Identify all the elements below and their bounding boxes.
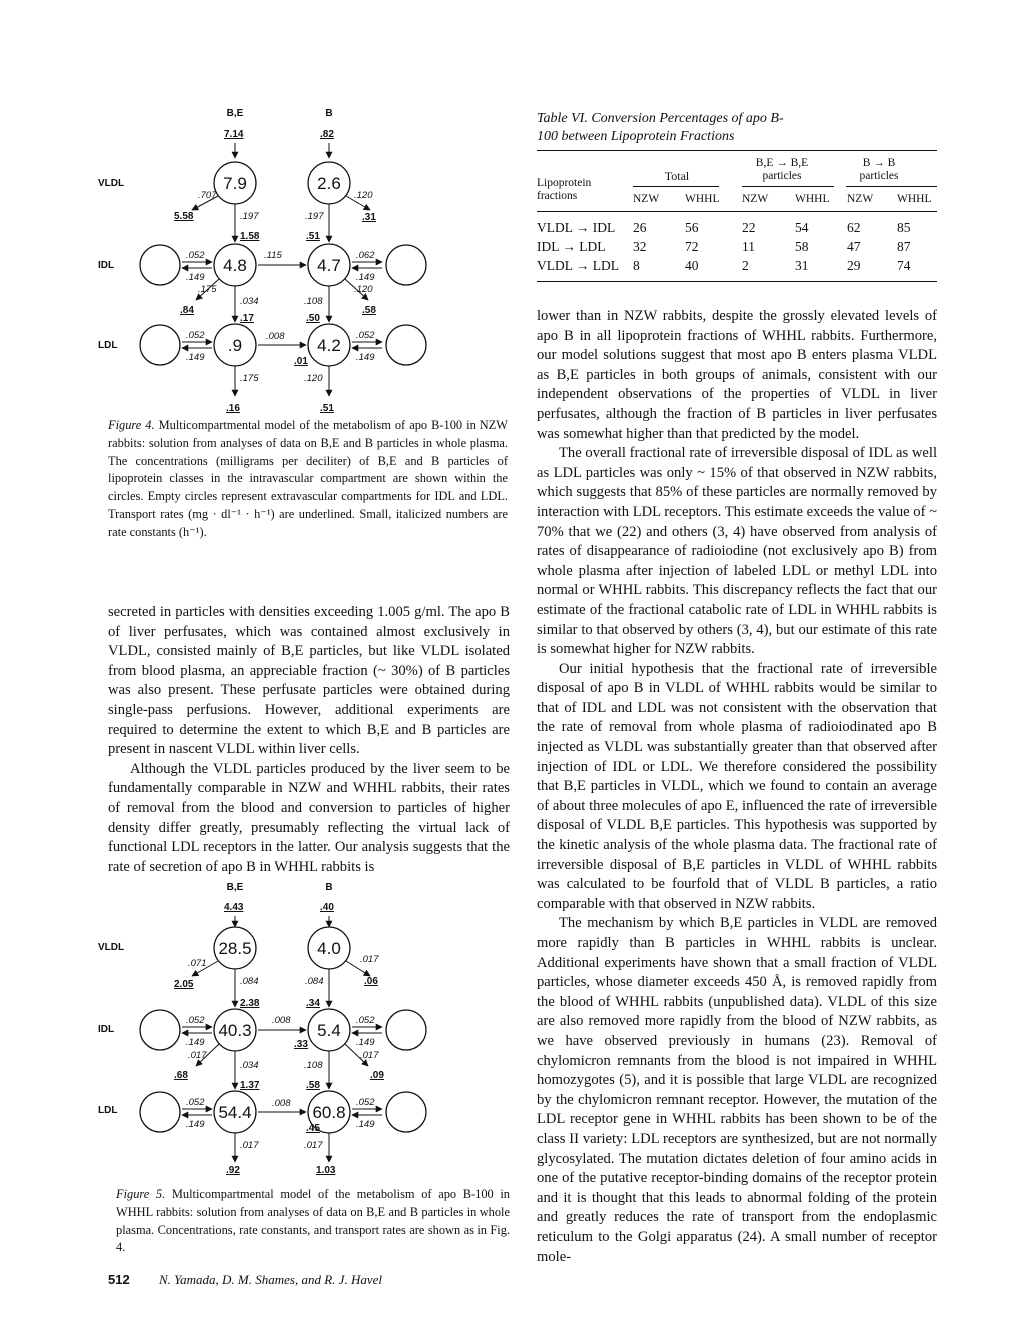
rate-be-ldl-ex-in: .052 [186,330,205,341]
transport-b-idl-in: .33 [294,1039,308,1050]
rate-b-ldl-ex-in: .052 [356,1097,375,1108]
transport-b-vldl-idl: .34 [306,998,320,1009]
extravascular-be-idl [140,245,180,285]
node-value-b-vldl: 2.6 [317,174,341,193]
figure-5-caption-text: Multicompartmental model of the metabolism of apo B-100 in WHHL rabbits: solution from analyses of data on B,E and B particles in whole plasma. Concentrations, rate constants, and transport rates are shown as in Fig. 4. [116,1187,510,1255]
extravascular-b-ldl [386,1092,426,1132]
node-value-b-idl: 5.4 [317,1021,341,1040]
transport-be-idl-ldl: 1.37 [240,1080,260,1091]
rate-b-idl-out: .017 [360,1050,379,1061]
figure-4-diagram [98,98,438,418]
table-cell: 74 [897,257,911,273]
node-value-be-vldl: 7.9 [223,174,247,193]
extravascular-be-idl [140,1010,180,1050]
rate-b-idl-ex-in: .052 [356,1015,375,1026]
col-header-b: B [325,882,333,893]
col-header-be: B,E [226,882,244,893]
figure-5-caption [116,1186,510,1257]
input-rate-be: 4.43 [224,902,244,913]
col-header-be: B,E [226,108,244,119]
transport-b-vldl-out: .06 [364,976,378,987]
rate-be-idl-ex-in: .052 [186,250,205,261]
table-6 [537,150,937,282]
table-cell: 40 [685,257,699,273]
table-cell: 32 [633,238,647,254]
rate-be-vldl-idl: .197 [240,211,259,222]
rate-be-ldl-b: .008 [272,1098,291,1109]
rate-be-ldl-ex-out: .149 [186,1119,205,1130]
table-subheader-whhl-b: WHHL [897,193,932,205]
page-footer [108,1272,382,1288]
row-label-ldl: LDL [98,1105,118,1116]
transport-b-idl-out: .09 [370,1070,384,1081]
transport-be-vldl-idl: 1.58 [240,231,260,242]
transport-be-idl-out: .84 [180,305,194,316]
table-cell: 72 [685,238,699,254]
table-cell: 87 [897,238,911,254]
paragraph: Although the VLDL particles produced by the liver seem to be fundamentally comparable in NZW and WHHL rabbits, their rates of removal from the blood and conversion to particles of higher density differ greatly, presumably reflecting the virtual lack of functional LDL receptors in the latter. Our analysis suggests that the rate of secretion of apo B in WHHL rabbits is [108,760,510,875]
input-rate-b: .82 [320,129,334,140]
table-row-label: IDL → LDL [537,238,606,254]
rate-b-ldl-ex-out: .149 [356,1119,375,1130]
table-row [537,218,911,237]
table-cell: 47 [847,238,861,254]
transport-be-vldl-idl: 2.38 [240,998,260,1009]
paragraph: lower than in NZW rabbits, despite the grossly elevated levels of apo B in all lipoprotein fractions of WHHL rabbits. Furthermore, our model solutions suggest that most apo B enters plasma VLDL as B,E particles in both groups of animals, consistent with our independent observations of the properties of VLDL in liver perfusates, although the fraction of B particles in liver perfusates was somewhat higher than that predicted by the model. [537,308,937,442]
table-cell: 11 [742,238,755,254]
table-cell: 2 [742,257,749,273]
rate-b-ldl-ex-in: .052 [356,330,375,341]
node-value-be-idl: 40.3 [218,1021,252,1040]
figure-4-caption [108,417,508,542]
footer-authors: N. Yamada, D. M. Shames, and R. J. Havel [158,1272,382,1287]
rate-b-idl-ex-out: .149 [356,1037,375,1048]
rate-b-ldl-out: .017 [304,1140,323,1151]
rate-b-idl-ex-out: .149 [356,272,375,283]
row-label-idl: IDL [98,260,115,271]
table-subheader-nzw-total: NZW [633,193,660,205]
table-6-title: Table VI. Conversion Percentages of apo B-100 between Lipoprotein Fractions [537,111,784,144]
rate-be-idl-ldl: .034 [240,296,259,307]
left-column-text [108,603,510,877]
rate-be-idl-b: .115 [264,250,282,261]
rate-b-vldl-idl: .197 [305,211,324,222]
rate-be-ldl-ex-in: .052 [186,1097,205,1108]
table-subheader-nzw-be: NZW [742,193,769,205]
rate-b-vldl-out: .017 [360,954,379,965]
table-cell: 22 [742,219,756,235]
table-subheader-nzw-b: NZW [847,193,874,205]
figure-5 [98,880,438,1180]
input-rate-be: 7.14 [224,129,244,140]
table-cell: 85 [897,219,911,235]
table-cell: 29 [847,257,861,273]
figure-4-caption-text: Multicompartmental model of the metabolism of apo B-100 in NZW rabbits: solution from analyses of data on B,E and B particles in whole plasma. The concentrations (milligrams per deciliter) of B,E and B particles of lipoprotein classes in the intravascular compartment are shown within the circles. Empty circles represent extravascular compartments for IDL and LDL. Transport rates (mg · dl⁻¹ · h⁻¹) are underlined. Small, italicized numbers are rate constants (h⁻¹). [108,418,509,539]
transport-b-ldl-out: .51 [320,403,334,414]
table-cell: 31 [795,257,809,273]
transport-b-idl-ldl: .50 [306,313,320,324]
input-rate-b: .40 [320,902,334,913]
rate-b-idl-ex-in: .062 [356,250,375,261]
table-group-be: B,E → B,E particles [755,157,809,182]
transport-b-ldl-in: .45 [306,1123,320,1134]
table-cell: 62 [847,219,861,235]
table-row [537,256,911,275]
rate-b-idl-ldl: .108 [304,1060,323,1071]
table-subheader-whhl-be: WHHL [795,193,830,205]
row-label-vldl: VLDL [98,942,125,953]
row-label-idl: IDL [98,1024,115,1035]
rate-be-ldl-b: .008 [266,331,285,342]
rate-b-ldl-out: .120 [304,373,323,384]
table-row [537,237,911,256]
transport-be-idl-ldl: .17 [240,313,254,324]
rate-be-idl-ex-out: .149 [186,272,205,283]
figure-4-label: Figure 4. [108,418,155,432]
node-value-b-ldl: 4.2 [317,336,341,355]
transport-be-ldl-out: .92 [226,1165,240,1176]
col-header-b: B [325,108,333,119]
table-6-body [537,218,911,275]
table-cell: 8 [633,257,640,273]
paragraph: The mechanism by which B,E particles in VLDL are removed more rapidly than B particles in WHHL rabbits is unclear. Additional experiments have shown that a small fraction of VLDL particles, whose diameter exceeds 450 Å, is removed rapidly from the blood of WHHL rabbits (unpublished data). VLDL of this size are also removed more rapidly from the blood of NZW rabbits, as we have observed previously in humans (23). Removal of chylomicron remnants from the blood is not impaired in WHHL homozygotes (5), and it is possible that large VLDL are recognized by the chylomicron remnant receptor. However, the mutation of the LDL receptor gene in WHHL rabbits has been shown to be of the class II variety: LDL receptors are synthesized, but are not normally glycosylated. The mutation dictates deletion of four amino acids in one of the putative receptor-binding domains of the receptor protein and it is thought that this leads to abnormal folding of the protein and greatly reduces the rate of transport from the endoplasmic reticulum to the Golgi apparatus (24). A small number of receptor mole- [537,915,937,1265]
node-value-b-ldl: 60.8 [312,1103,346,1122]
rate-b-vldl-idl: .084 [305,976,324,987]
rate-be-idl-out: .017 [188,1050,207,1061]
transport-be-ldl-out: .16 [226,403,240,414]
rate-be-idl-out: .175 [198,284,217,295]
rate-be-idl-b: .008 [272,1015,291,1026]
paragraph: The overall fractional rate of irreversible disposal of IDL as well as LDL particles was only ~ 15% of that observed in NZW rabbits, which suggests that 85% of these particles are normally removed by interaction with LDL receptors. This estimate exceeds the value of ~ 70% that we (22) and others (3, 4) have observed from analysis of rates of disappearance of radioiodine (not exclusively apo B) from whole plasma after injection of labeled LDL or methyl LDL into normal or WHHL rabbits. This discrepancy reflects the fact that our estimate of the fractional catabolic rate of LDL in WHHL rabbits is similar to that observed by others (3, 4), but our estimate of this rate is somewhat higher for NZW rabbits. [537,445,937,658]
transport-b-idl-ldl: .58 [306,1080,320,1091]
rate-be-vldl-idl: .084 [240,976,259,987]
figure-5-diagram [98,880,438,1180]
rate-b-idl-out: .120 [354,284,373,295]
table-cell: 58 [795,238,809,254]
figure-4 [98,98,438,418]
rate-b-idl-ldl: .108 [304,296,323,307]
paragraph: secreted in particles with densities exceeding 1.005 g/ml. The apo B of liver perfusates, which was contained almost exclusively in VLDL, consisted mainly of B,E particles, but like VLDL isolated from blood plasma, an appreciable fraction (~ 30%) of B particles was also present. These perfusate particles were obtained during single-pass perfusions. However, additional experiments are required to determine the extent to which B,E and B particles are present in nascent VLDL within liver cells. [108,604,510,758]
right-column-text [537,307,937,1267]
rate-be-ldl-out: .175 [240,373,259,384]
table-cell: 54 [795,219,809,235]
node-value-be-ldl: 54.4 [218,1103,252,1122]
node-value-be-idl: 4.8 [223,256,247,275]
node-value-b-idl: 4.7 [317,256,341,275]
extravascular-be-ldl [140,325,180,365]
transport-b-ldl-in: .01 [294,356,308,367]
extravascular-b-idl [386,1010,426,1050]
transport-be-vldl-out: 2.05 [174,979,194,990]
table-subheader-whhl-total: WHHL [685,193,720,205]
rate-be-vldl-out: .071 [188,958,207,969]
transport-b-idl-out: .58 [362,305,376,316]
extravascular-b-idl [386,245,426,285]
rate-be-ldl-ex-out: .149 [186,352,205,363]
table-group-b: B → B particles [859,157,899,182]
node-value-b-vldl: 4.0 [317,939,341,958]
row-label-ldl: LDL [98,340,118,351]
rate-b-vldl-out: .120 [354,190,373,201]
transport-b-vldl-out: .31 [362,212,376,223]
extravascular-b-ldl [386,325,426,365]
transport-b-vldl-idl: .51 [306,231,320,242]
table-group-total: Total [664,169,690,183]
transport-be-vldl-out: 5.58 [174,211,194,222]
transport-be-idl-out: .68 [174,1070,188,1081]
rate-be-idl-ex-out: .149 [186,1037,205,1048]
table-row-label: VLDL → LDL [537,257,619,273]
rate-be-idl-ex-in: .052 [186,1015,205,1026]
table-cell: 26 [633,219,647,235]
table-stub-header: Lipoprotein fractions [537,177,592,202]
paragraph: Our initial hypothesis that the fractional rate of irreversible disposal of apo B in VLDL of WHHL rabbits would be similar to that of IDL and LDL was not consistent with the observation that the rate of removal from whole plasma of radioiodinated apo B injected as VLDL was substantially greater than that observed after injection of IDL or LDL. We therefore considered the possibility that B,E particles in VLDL, which we found to contain an average of about three molecules of apo E, influenced the rate of irreversible disposal of VLDL B,E particles. This hypothesis was supported by the kinetic analysis of the whole plasma data. The fractional rate of irreversible disposal of B,E particles in VLDL of WHHL rabbits was calculated to be fourfold that of VLDL B particles, a ratio comparable with that observed in NZW rabbits. [537,660,937,912]
table-cell: 56 [685,219,699,235]
row-label-vldl: VLDL [98,178,125,189]
rate-be-idl-ldl: .034 [240,1060,259,1071]
table-row-label: VLDL → IDL [537,219,616,235]
node-value-be-ldl: .9 [227,336,243,355]
rate-be-ldl-out: .017 [240,1140,259,1151]
figure-5-label: Figure 5. [116,1187,166,1201]
rate-b-ldl-ex-out: .149 [356,352,375,363]
transport-b-ldl-out: 1.03 [316,1165,336,1176]
extravascular-be-ldl [140,1092,180,1132]
page-number: 512 [108,1272,130,1287]
node-value-be-vldl: 28.5 [218,939,252,958]
rate-be-vldl-out: .707 [198,190,217,201]
